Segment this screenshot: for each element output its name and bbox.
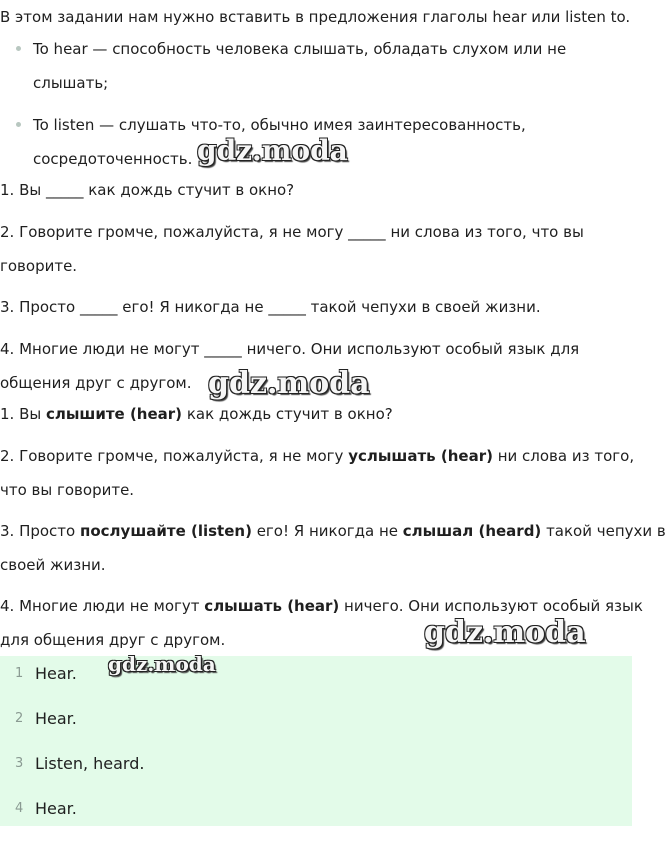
bullet-listen-line1: To listen — слушать что-то, обычно имея заинтересованность, [33,116,526,134]
intro-text: В этом задании нам нужно вставить в предложения глаголы hear или listen to. [0,8,631,26]
bullet-hear-line2: слышать; [33,74,109,92]
answer-word: услышать (hear) [348,447,493,465]
answer-number: 1 [15,666,24,681]
answer-text: Hear. [35,709,77,728]
answer-text: Hear. [35,664,77,683]
answers-list [0,656,632,826]
answer-text: Listen, heard. [35,754,145,773]
bullet-hear-line1: To hear — способность человека слышать, обладать слухом или не [33,40,567,58]
bullet-dot [16,122,21,127]
watermark-logo: gdz.moda [197,134,348,167]
solved-sentence-1: 1. Вы слышите (hear) как дождь стучит в окно? [0,405,393,423]
answer-number: 2 [15,711,24,726]
answer-word: послушайте (listen) [80,522,252,540]
watermark-logo: gdz.moda [208,366,370,401]
answer-text: Hear. [35,799,77,818]
watermark-logo: gdz.moda [424,615,586,650]
solved-sentence-2-line2: что вы говорите. [0,481,135,499]
solved-sentence-3-line2: своей жизни. [0,556,106,574]
solved-sentence-4-line1: 4. Многие люди не могут слышать (hear) ничего. Они используют особый язык [0,597,643,615]
solved-sentence-2-line1: 2. Говорите громче, пожалуйста, я не могу услышать (hear) ни слова из того, [0,447,635,465]
task-sentence-2-line2: говорите. [0,257,78,275]
task-sentence-4-line2: общения друг с другом. [0,374,192,392]
task-sentence-1: 1. Вы _____ как дождь стучит в окно? [0,181,295,199]
bullet-listen-line2: сосредоточенность. [33,150,193,168]
answer-number: 4 [15,801,24,816]
answer-word: слышал (heard) [402,522,542,540]
task-sentence-4-line1: 4. Многие люди не могут _____ ничего. Они используют особый язык для [0,340,580,358]
bullet-dot [16,46,21,51]
solved-sentence-3-line1: 3. Просто послушайте (listen) его! Я никогда не слышал (heard) такой чепухи в [0,522,666,540]
answer-number: 3 [15,756,24,771]
answer-word: слышать (hear) [204,597,340,615]
answer-word: слышите (hear) [45,405,183,423]
watermark-logo: gdz.moda [108,652,216,676]
task-sentence-3: 3. Просто _____ его! Я никогда не _____ такой чепухи в своей жизни. [0,298,541,316]
task-sentence-2-line1: 2. Говорите громче, пожалуйста, я не могу _____ ни слова из того, что вы [0,223,584,241]
solved-sentence-4-line2: для общения друг с другом. [0,631,226,649]
